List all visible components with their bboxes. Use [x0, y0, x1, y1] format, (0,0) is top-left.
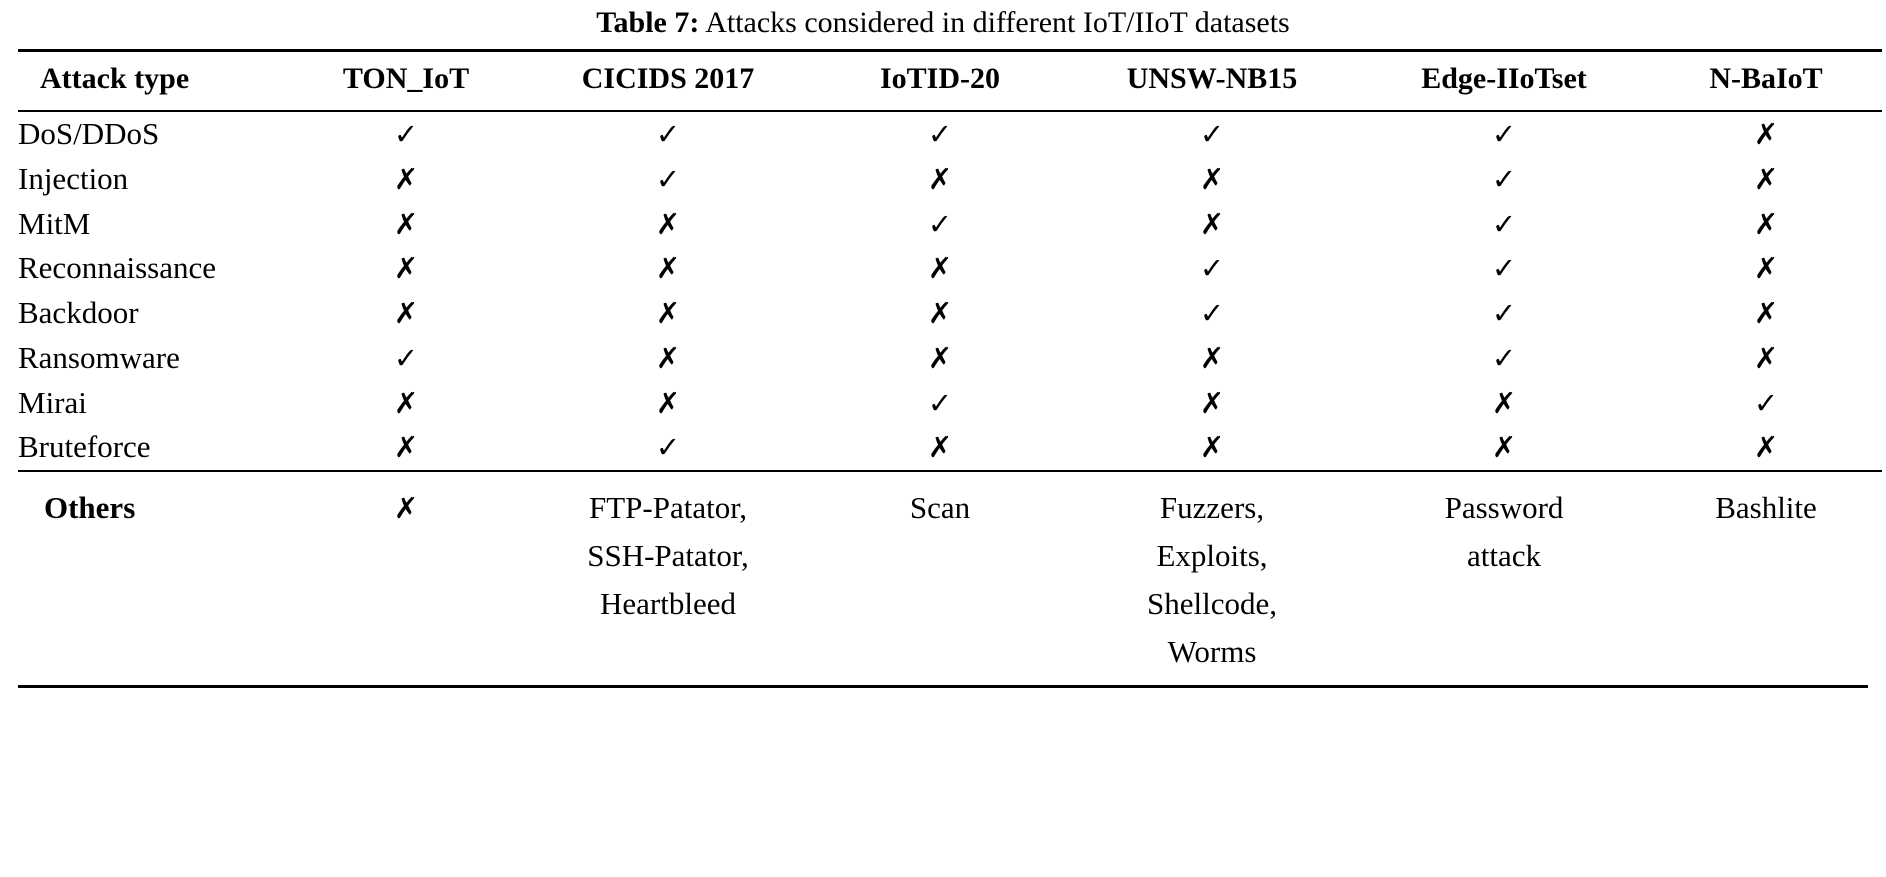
table-row	[18, 157, 1882, 202]
cell-bruteforce-edge: ✗	[1491, 430, 1517, 465]
cell-recon-nbaiot: ✗	[1753, 251, 1779, 286]
table-row	[18, 425, 1882, 471]
cell-bruteforce-ton-iot: ✗	[393, 430, 419, 465]
row-label: Mirai	[18, 384, 87, 420]
cell-bruteforce-unsw: ✗	[1199, 430, 1225, 465]
cell-backdoor-iotid: ✗	[927, 296, 953, 330]
table-row	[18, 111, 1882, 157]
table-head	[18, 51, 1882, 112]
row-label: DoS/DDoS	[18, 116, 160, 151]
cell-recon-iotid: ✗	[927, 251, 953, 286]
cell-injection-iotid: ✗	[927, 161, 953, 196]
cell-mitm-edge: ✓	[1491, 206, 1517, 241]
column-header-unsw-nb15: UNSW-NB15	[1066, 51, 1358, 112]
table-row	[18, 381, 1882, 426]
table-row-others	[18, 471, 1882, 677]
cell-mitm-cicids: ✗	[655, 206, 681, 241]
others-line: SSH-Patator,	[587, 538, 749, 574]
cell-mitm-ton-iot: ✗	[393, 206, 419, 241]
cell-mirai-unsw: ✗	[1199, 385, 1225, 420]
row-label: Injection	[18, 160, 129, 196]
caption-text: Attacks considered in different IoT/IIoT datasets	[705, 6, 1290, 39]
cell-dos-iotid: ✓	[927, 117, 953, 151]
cell-ransomware-unsw: ✗	[1199, 340, 1225, 375]
cell-backdoor-edge: ✓	[1491, 296, 1517, 330]
table-row	[18, 291, 1882, 336]
cell-ransomware-nbaiot: ✗	[1753, 340, 1779, 375]
cell-backdoor-cicids: ✗	[655, 296, 681, 330]
cell-mirai-nbaiot: ✓	[1753, 385, 1779, 420]
others-line: Worms	[1167, 634, 1257, 670]
row-label: Backdoor	[18, 295, 139, 330]
others-line: Fuzzers,	[1159, 490, 1265, 525]
cell-recon-ton-iot: ✗	[393, 251, 419, 286]
row-label: Ransomware	[18, 339, 180, 375]
cell-recon-unsw: ✓	[1199, 251, 1225, 286]
column-header-n-baiot: N-BaIoT	[1650, 51, 1882, 112]
cell-ransomware-ton-iot: ✓	[393, 340, 419, 375]
cell-ransomware-iotid: ✗	[927, 340, 953, 375]
cell-others-edge	[1358, 471, 1650, 677]
cell-dos-nbaiot: ✗	[1753, 117, 1779, 151]
table-header-row	[18, 51, 1882, 112]
cell-bruteforce-iotid: ✗	[927, 430, 953, 465]
cell-dos-cicids: ✓	[655, 117, 681, 151]
row-label-others: Others	[18, 471, 290, 677]
others-line: Shellcode,	[1147, 586, 1277, 622]
table-bottom-rule	[18, 685, 1868, 688]
table-others-section	[18, 471, 1882, 677]
cell-others-iotid	[814, 471, 1066, 677]
cell-bruteforce-cicids: ✓	[655, 430, 681, 465]
cell-dos-unsw: ✓	[1199, 117, 1225, 151]
cell-mitm-iotid: ✓	[927, 206, 953, 241]
cell-injection-unsw: ✗	[1199, 161, 1225, 196]
cell-injection-cicids: ✓	[655, 161, 681, 196]
others-line: Bashlite	[1715, 490, 1817, 525]
cell-others-nbaiot	[1650, 471, 1882, 677]
column-header-cicids-2017: CICIDS 2017	[522, 51, 814, 112]
cell-dos-ton-iot: ✓	[393, 117, 419, 151]
table-row	[18, 202, 1882, 247]
cell-dos-edge: ✓	[1491, 117, 1517, 151]
table-body	[18, 111, 1882, 471]
cell-mirai-edge: ✗	[1491, 385, 1517, 420]
cell-injection-edge: ✓	[1491, 161, 1517, 196]
others-line: attack	[1466, 538, 1541, 574]
cell-ransomware-edge: ✓	[1491, 340, 1517, 375]
caption-label: Table 7:	[596, 6, 700, 39]
others-line: Scan	[909, 490, 971, 525]
cell-recon-cicids: ✗	[655, 251, 681, 286]
cell-mitm-nbaiot: ✗	[1753, 206, 1779, 241]
cell-injection-ton-iot: ✗	[393, 161, 419, 196]
cell-recon-edge: ✓	[1491, 251, 1517, 286]
others-line: Exploits,	[1156, 538, 1268, 574]
column-header-iotid-20: IoTID-20	[814, 51, 1066, 112]
column-header-attack-type: Attack type	[18, 51, 290, 112]
column-header-edge-iiotset: Edge-IIoTset	[1358, 51, 1650, 112]
row-label: Bruteforce	[18, 429, 151, 465]
others-line: Heartbleed	[600, 586, 736, 622]
cell-backdoor-nbaiot: ✗	[1753, 296, 1779, 330]
table-row	[18, 336, 1882, 381]
cell-others-cicids	[522, 471, 814, 677]
table-caption	[18, 0, 1868, 49]
cell-mirai-iotid: ✓	[927, 385, 953, 420]
attacks-table	[18, 49, 1882, 677]
others-line: FTP-Patator,	[588, 490, 748, 525]
cell-injection-nbaiot: ✗	[1753, 161, 1779, 196]
cell-bruteforce-nbaiot: ✗	[1753, 430, 1779, 465]
column-header-ton-iot: TON_IoT	[290, 51, 522, 112]
cell-backdoor-ton-iot: ✗	[393, 296, 419, 330]
others-line: Password	[1444, 490, 1564, 525]
cell-others-unsw	[1066, 471, 1358, 677]
cell-others-ton-iot: ✗	[290, 471, 522, 677]
row-label: MitM	[18, 205, 91, 241]
cell-ransomware-cicids: ✗	[655, 340, 681, 375]
cell-mirai-ton-iot: ✗	[393, 385, 419, 420]
cell-backdoor-unsw: ✓	[1199, 296, 1225, 330]
row-label: Reconnaissance	[18, 250, 216, 286]
table-row	[18, 246, 1882, 291]
cell-mitm-unsw: ✗	[1199, 206, 1225, 241]
cell-mirai-cicids: ✗	[655, 385, 681, 420]
